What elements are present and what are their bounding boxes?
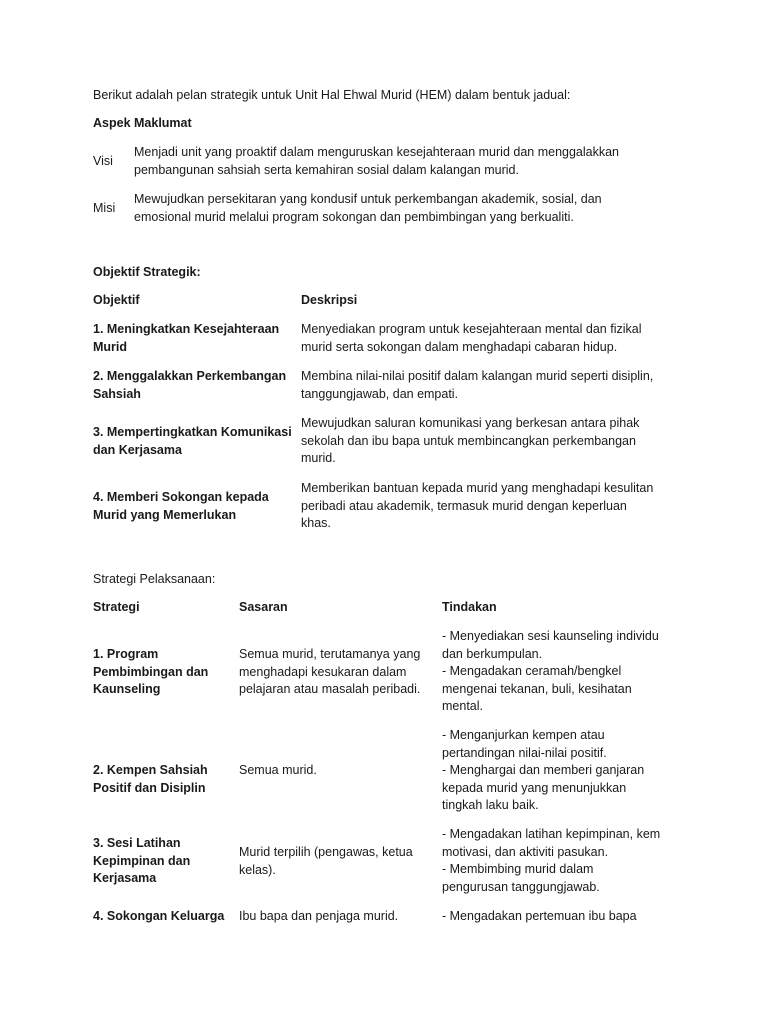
strategi-name: 2. Kempen Sahsiah Positif dan Disiplin bbox=[93, 763, 208, 795]
aspect-label-visi: Visi bbox=[93, 154, 113, 168]
objektif-deskripsi: Memberikan bantuan kepada murid yang menghadapi kesulitan peribadi atau akademik, termasuk murid dengan keperluan khas. bbox=[301, 481, 654, 530]
strategi-sasaran: Semua murid. bbox=[239, 763, 317, 777]
intro-paragraph: Berikut adalah pelan strategik untuk Unit Hal Ehwal Murid (HEM) dalam bentuk jadual: bbox=[93, 88, 571, 102]
strategi-sasaran: Ibu bapa dan penjaga murid. bbox=[239, 909, 399, 923]
objektif-heading: Objektif Strategik: bbox=[93, 265, 201, 279]
objektif-name: 2. Menggalakkan Perkembangan Sahsiah bbox=[93, 369, 287, 401]
strategi-table-header-sasaran: Sasaran bbox=[239, 600, 288, 614]
strategi-tindakan: - Mengadakan latihan kepimpinan, kem motivasi, dan aktiviti pasukan. - Membimbing murid dalam pengurusan tanggungjawab. bbox=[442, 827, 661, 894]
strategi-tindakan: - Menganjurkan kempen atau pertandingan nilai-nilai positif. - Menghargai dan memberi ganjaran kepada murid yang menunjukkan tingkah laku baik. bbox=[442, 728, 645, 812]
strategi-tindakan: - Menyediakan sesi kaunseling individu dan berkumpulan. - Mengadakan ceramah/bengkel mengenai tekanan, buli, kesihatan mental. bbox=[442, 629, 659, 713]
strategi-table-header-strategi: Strategi bbox=[93, 600, 140, 614]
objektif-table-header-deskripsi: Deskripsi bbox=[301, 293, 358, 307]
objektif-name: 4. Memberi Sokongan kepada Murid yang Memerlukan bbox=[93, 490, 269, 522]
strategi-sasaran: Murid terpilih (pengawas, ketua kelas). bbox=[239, 845, 413, 877]
objektif-name: 3. Mempertingkatkan Komunikasi dan Kerjasama bbox=[93, 425, 292, 457]
strategi-table-header-tindakan: Tindakan bbox=[442, 600, 497, 614]
strategi-name: 3. Sesi Latihan Kepimpinan dan Kerjasama bbox=[93, 836, 191, 885]
aspect-table-header-maklumat: Maklumat bbox=[134, 116, 192, 130]
objektif-deskripsi: Membina nilai-nilai positif dalam kalangan murid seperti disiplin, tanggungjawab, dan empati. bbox=[301, 369, 654, 401]
objektif-table-header-objektif: Objektif bbox=[93, 293, 140, 307]
strategi-sasaran: Semua murid, terutamanya yang menghadapi kesukaran dalam pelajaran atau masalah peribadi. bbox=[239, 647, 421, 696]
objektif-deskripsi: Mewujudkan saluran komunikasi yang berkesan antara pihak sekolah dan ibu bapa untuk membincangkan perkembangan murid. bbox=[301, 416, 640, 465]
aspect-label-misi: Misi bbox=[93, 201, 116, 215]
strategi-tindakan: - Mengadakan pertemuan ibu bapa bbox=[442, 909, 637, 923]
aspect-table-header-aspek: Aspek bbox=[93, 116, 131, 130]
aspect-value-misi: Mewujudkan persekitaran yang kondusif untuk perkembangan akademik, sosial, dan emosional murid melalui program sokongan dan pembimbingan yang berkualiti. bbox=[134, 192, 602, 224]
strategi-name: 4. Sokongan Keluarga bbox=[93, 909, 225, 923]
objektif-deskripsi: Menyediakan program untuk kesejahteraan mental dan fizikal murid serta sokongan dalam menghadapi cabaran hidup. bbox=[301, 322, 642, 354]
objektif-name: 1. Meningkatkan Kesejahteraan Murid bbox=[93, 322, 280, 354]
strategi-heading: Strategi Pelaksanaan: bbox=[93, 572, 216, 586]
strategi-name: 1. Program Pembimbingan dan Kaunseling bbox=[93, 647, 209, 696]
aspect-value-visi: Menjadi unit yang proaktif dalam menguruskan kesejahteraan murid dan menggalakkan pembangunan sahsiah serta kemahiran sosial dalam kalangan murid. bbox=[134, 145, 620, 177]
